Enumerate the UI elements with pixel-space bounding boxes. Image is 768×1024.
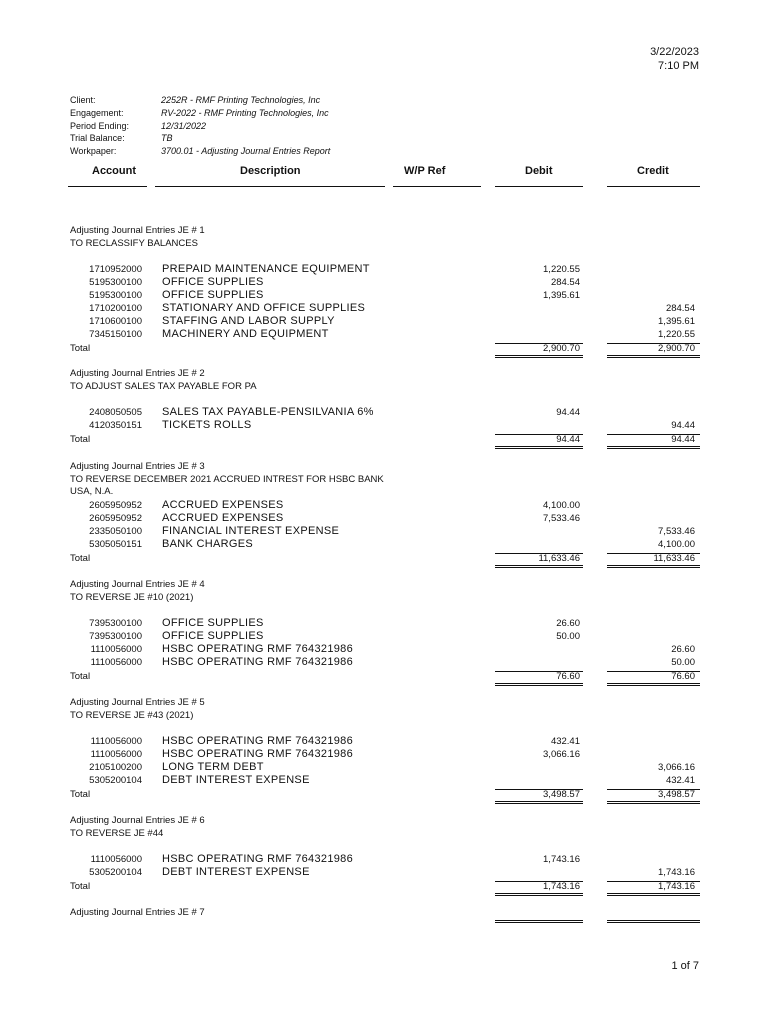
entry-description: TO REVERSE JE #44: [70, 828, 164, 839]
total-debit: 94.44: [556, 434, 580, 445]
account-number: 1110056000: [90, 657, 142, 668]
double-underline: [495, 922, 583, 923]
line-description: PREPAID MAINTENANCE EQUIPMENT: [162, 263, 370, 275]
entry-title: Adjusting Journal Entries JE # 7: [70, 907, 205, 918]
account-number: 5305200104: [89, 775, 142, 786]
account-number: 2335050100: [89, 526, 142, 537]
total-debit: 2,900.70: [543, 343, 580, 354]
double-underline: [607, 448, 700, 449]
meta-value: RV-2022 - RMF Printing Technologies, Inc: [161, 107, 329, 118]
meta-row: [70, 132, 330, 145]
line-description: TICKETS ROLLS: [162, 419, 252, 431]
double-underline: [495, 685, 583, 686]
total-credit: 94.44: [671, 434, 695, 445]
account-number: 1110056000: [90, 854, 142, 865]
entry-line: [0, 644, 768, 657]
account-number: 7345150100: [89, 329, 142, 340]
line-description: HSBC OPERATING RMF 764321986: [162, 643, 353, 655]
header-rule: [393, 186, 481, 187]
total-label: Total: [70, 343, 91, 354]
meta-label: Client:: [70, 95, 96, 105]
page-number: 1 of 7: [671, 960, 699, 972]
account-number: 2408050505: [89, 407, 142, 418]
debit-amount: 1,743.16: [543, 854, 580, 865]
line-description: LONG TERM DEBT: [162, 761, 264, 773]
debit-amount: 94.44: [556, 407, 580, 418]
total-credit: 2,900.70: [658, 343, 695, 354]
credit-amount: 3,066.16: [658, 762, 695, 773]
double-underline: [607, 685, 700, 686]
double-underline: [495, 683, 583, 684]
entry-line: [0, 500, 768, 513]
column-header-description: Description: [240, 165, 301, 177]
account-number: 5195300100: [89, 277, 142, 288]
entry-line: [0, 539, 768, 552]
entry-line: [0, 407, 768, 420]
entry-line: [0, 329, 768, 342]
line-description: OFFICE SUPPLIES: [162, 289, 264, 301]
meta-value: TB: [161, 133, 173, 144]
total-debit: 3,498.57: [543, 789, 580, 800]
line-description: HSBC OPERATING RMF 764321986: [162, 853, 353, 865]
account-number: 1110056000: [90, 749, 142, 760]
total-label: Total: [70, 789, 91, 800]
entry-line: [0, 631, 768, 644]
account-number: 1110056000: [90, 736, 142, 747]
entry-title: Adjusting Journal Entries JE # 5: [70, 697, 205, 708]
double-underline: [607, 801, 700, 802]
line-description: ACCRUED EXPENSES: [162, 512, 284, 524]
debit-amount: 4,100.00: [543, 500, 580, 511]
entry-description: TO REVERSE JE #43 (2021): [70, 710, 194, 721]
double-underline: [607, 357, 700, 358]
credit-amount: 50.00: [671, 657, 695, 668]
line-description: STAFFING AND LABOR SUPPLY: [162, 315, 335, 327]
double-underline: [495, 355, 583, 356]
entry-line: [0, 526, 768, 539]
line-description: OFFICE SUPPLIES: [162, 276, 264, 288]
line-description: HSBC OPERATING RMF 764321986: [162, 748, 353, 760]
line-description: HSBC OPERATING RMF 764321986: [162, 735, 353, 747]
meta-value: 12/31/2022: [161, 120, 207, 131]
entry-description: TO ADJUST SALES TAX PAYABLE FOR PA: [70, 381, 257, 392]
total-debit: 76.60: [556, 671, 580, 682]
column-header-wp-ref: W/P Ref: [404, 165, 446, 177]
entry-title: Adjusting Journal Entries JE # 1: [70, 225, 205, 236]
account-number: 5305050151: [89, 539, 142, 550]
entry-line: [0, 264, 768, 277]
account-number: 4120350151: [89, 420, 142, 431]
double-underline: [495, 920, 583, 921]
meta-row: [70, 94, 330, 107]
report-date: 3/22/2023: [650, 46, 699, 58]
double-underline: [495, 801, 583, 802]
line-description: SALES TAX PAYABLE-PENSILVANIA 6%: [162, 406, 374, 418]
entry-line: [0, 775, 768, 788]
entry-title: Adjusting Journal Entries JE # 4: [70, 579, 205, 590]
debit-amount: 3,066.16: [543, 749, 580, 760]
meta-label: Trial Balance:: [70, 133, 125, 144]
credit-amount: 94.44: [671, 420, 695, 431]
debit-amount: 1,220.55: [543, 264, 580, 275]
double-underline: [607, 920, 700, 921]
credit-amount: 432.41: [665, 775, 695, 786]
entry-line: [0, 762, 768, 775]
entry-line: [0, 854, 768, 867]
entry-line: [0, 316, 768, 329]
meta-label: Workpaper:: [70, 146, 117, 157]
debit-amount: 7,533.46: [543, 513, 580, 524]
double-underline: [495, 803, 583, 804]
line-description: MACHINERY AND EQUIPMENT: [162, 328, 329, 340]
account-number: 7395300100: [89, 618, 142, 629]
credit-amount: 26.60: [671, 644, 695, 655]
meta-label: Period Ending:: [70, 120, 130, 131]
entry-description: TO REVERSE DECEMBER 2021 ACCRUED INTREST FOR HSBC BANK USA, N.A.: [70, 474, 384, 497]
entry-description: TO RECLASSIFY BALANCES: [70, 238, 198, 249]
total-credit: 3,498.57: [658, 789, 695, 800]
account-number: 2605950952: [89, 513, 142, 524]
double-underline: [495, 565, 583, 566]
entry-title: Adjusting Journal Entries JE # 6: [70, 815, 205, 826]
debit-amount: 50.00: [556, 631, 580, 642]
total-debit: 1,743.16: [543, 881, 580, 892]
double-underline: [495, 446, 583, 447]
entry-description: TO REVERSE JE #10 (2021): [70, 592, 194, 603]
header-rule: [155, 186, 385, 187]
entry-title: Adjusting Journal Entries JE # 2: [70, 368, 205, 379]
meta-value: 2252R - RMF Printing Technologies, Inc: [161, 95, 321, 105]
line-description: DEBT INTEREST EXPENSE: [162, 866, 310, 878]
total-label: Total: [70, 881, 91, 892]
double-underline: [495, 895, 583, 896]
credit-amount: 284.54: [665, 303, 695, 314]
debit-amount: 432.41: [550, 736, 580, 747]
double-underline: [495, 448, 583, 449]
line-description: OFFICE SUPPLIES: [162, 630, 264, 642]
entry-line: [0, 749, 768, 762]
double-underline: [607, 895, 700, 896]
total-credit: 1,743.16: [658, 881, 695, 892]
entry-line: [0, 736, 768, 749]
account-number: 7395300100: [89, 631, 142, 642]
line-description: BANK CHARGES: [162, 538, 254, 550]
account-number: 5195300100: [89, 290, 142, 301]
report-time: 7:10 PM: [658, 60, 699, 72]
account-number: 1710952000: [89, 264, 142, 275]
total-label: Total: [70, 553, 91, 564]
header-rule: [68, 186, 147, 187]
account-number: 1710600100: [89, 316, 142, 327]
line-description: HSBC OPERATING RMF 764321986: [162, 656, 353, 668]
total-credit: 11,633.46: [653, 553, 695, 564]
credit-amount: 1,395.61: [658, 316, 695, 327]
column-header-account: Account: [92, 165, 136, 177]
line-description: FINANCIAL INTEREST EXPENSE: [162, 525, 340, 537]
header-rule: [495, 186, 583, 187]
double-underline: [607, 683, 700, 684]
double-underline: [607, 355, 700, 356]
meta-value: 3700.01 - Adjusting Journal Entries Report: [161, 146, 331, 157]
double-underline: [607, 893, 700, 894]
account-number: 5305200104: [89, 867, 142, 878]
credit-amount: 1,220.55: [658, 329, 695, 340]
entry-line: [0, 420, 768, 433]
debit-amount: 284.54: [550, 277, 580, 288]
meta-row: [70, 107, 330, 120]
entry-line: [0, 277, 768, 290]
header-rule: [607, 186, 700, 187]
meta-row: [70, 145, 330, 158]
account-number: 2605950952: [89, 500, 142, 511]
double-underline: [607, 922, 700, 923]
meta-row: [70, 120, 330, 133]
double-underline: [607, 446, 700, 447]
credit-amount: 7,533.46: [658, 526, 695, 537]
entry-line: [0, 618, 768, 631]
entry-title: Adjusting Journal Entries JE # 3: [70, 461, 205, 472]
account-number: 1710200100: [89, 303, 142, 314]
meta-label: Engagement:: [70, 107, 124, 118]
report-meta: [70, 94, 330, 158]
total-label: Total: [70, 434, 91, 445]
double-underline: [607, 803, 700, 804]
report-datetime: [650, 45, 699, 73]
total-debit: 11,633.46: [538, 553, 580, 564]
double-underline: [607, 567, 700, 568]
line-description: OFFICE SUPPLIES: [162, 617, 264, 629]
entry-line: [0, 867, 768, 880]
debit-amount: 1,395.61: [543, 290, 580, 301]
credit-amount: 4,100.00: [658, 539, 695, 550]
entry-line: [0, 513, 768, 526]
account-number: 2105100200: [89, 762, 142, 773]
debit-amount: 26.60: [556, 618, 580, 629]
line-description: DEBT INTEREST EXPENSE: [162, 774, 310, 786]
entry-line: [0, 303, 768, 316]
total-credit: 76.60: [671, 671, 695, 682]
total-label: Total: [70, 671, 91, 682]
account-number: 1110056000: [90, 644, 142, 655]
entry-line: [0, 290, 768, 303]
line-description: STATIONARY AND OFFICE SUPPLIES: [162, 302, 366, 314]
line-description: ACCRUED EXPENSES: [162, 499, 284, 511]
double-underline: [495, 357, 583, 358]
double-underline: [495, 893, 583, 894]
credit-amount: 1,743.16: [658, 867, 695, 878]
column-header-debit: Debit: [525, 165, 553, 177]
column-header-credit: Credit: [637, 165, 669, 177]
entry-line: [0, 657, 768, 670]
double-underline: [607, 565, 700, 566]
double-underline: [495, 567, 583, 568]
